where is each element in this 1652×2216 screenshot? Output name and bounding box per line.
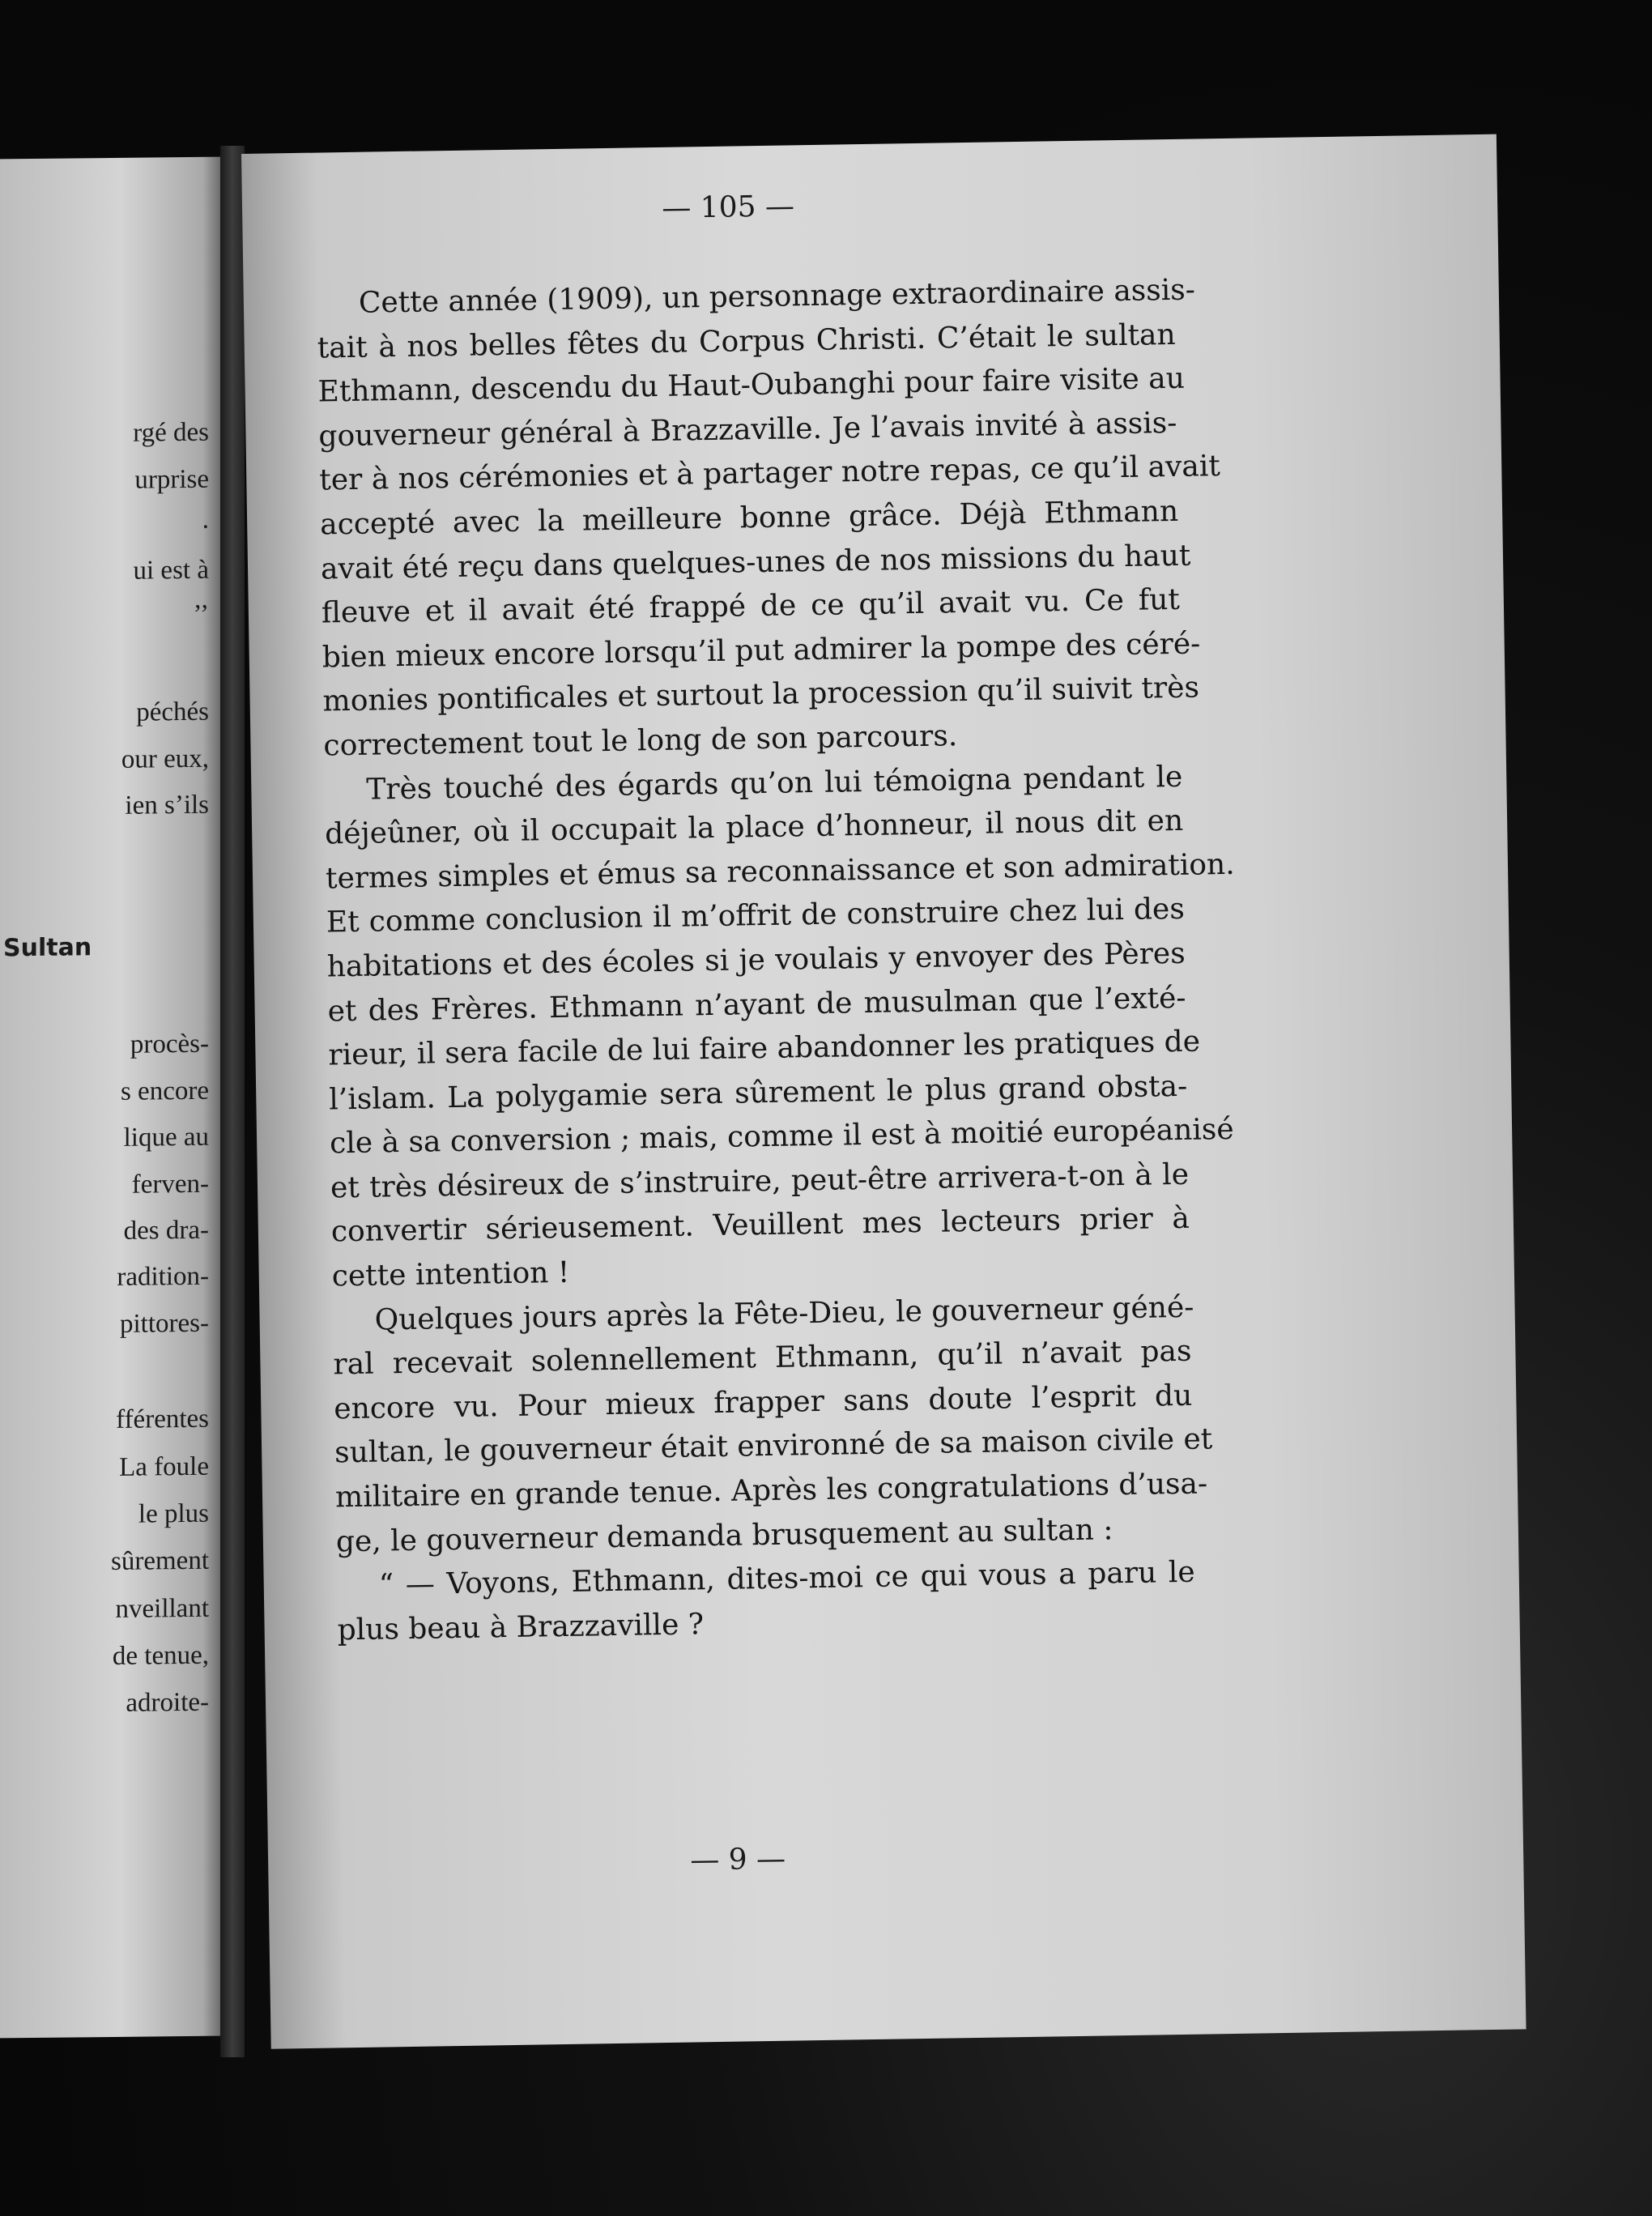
- text-line: avait été reçu dans quelques-unes de nos missions du haut: [320, 539, 1191, 586]
- text-line: l’islam. La polygamie sera sûrement le plus grand obsta-: [329, 1069, 1188, 1117]
- text-line: et des Frères. Ethmann n’ayant de musulman que l’exté-: [327, 981, 1186, 1028]
- text-line: Et comme conclusion il m’offrit de construire chez lui des: [326, 893, 1186, 940]
- left-text-line: our eux,: [121, 744, 209, 774]
- text-line: bien mieux encore lorsqu’il put admirer la pompe des céré-: [321, 627, 1201, 675]
- text-line: ral recevait solennellement Ethmann, qu’il n’avait pas: [333, 1335, 1192, 1382]
- left-heading-fragment: Sultan: [3, 933, 92, 963]
- text-line: déjeûner, où il occupait la place d’honneur, il nous dit en: [324, 803, 1184, 851]
- text-line: encore vu. Pour mieux frapper sans doute l’esprit du: [334, 1379, 1193, 1426]
- text-line: “ — Voyons, Ethmann, dites-moi ce qui vous a paru le: [378, 1555, 1195, 1602]
- left-text-line: le plus: [138, 1498, 209, 1529]
- text-line: Cette année (1909), un personnage extraordinaire assis-: [358, 273, 1196, 320]
- text-line: et très désireux de s’instruire, peut-être arrivera-t-on à le: [330, 1157, 1190, 1205]
- left-text-line: ien s’ils: [125, 790, 209, 820]
- left-text-line: lique au: [123, 1122, 209, 1153]
- book-gutter: [220, 146, 245, 2057]
- left-text-line: procès-: [130, 1029, 209, 1059]
- text-line: plus beau à Brazzaville ?: [337, 1608, 705, 1647]
- text-line: cette intention !: [331, 1255, 570, 1293]
- left-text-line: pittores-: [120, 1308, 209, 1339]
- left-text-line: .: [202, 505, 209, 535]
- text-line: monies pontificales et surtout la procession qu’il suivit très: [322, 671, 1200, 718]
- text-line: termes simples et émus sa reconnaissance et son admiration.: [325, 847, 1235, 896]
- text-line: gouverneur général à Brazzaville. Je l’avais invité à assis-: [318, 406, 1177, 454]
- text-line: Quelques jours après la Fête-Dieu, le gouverneur géné-: [374, 1290, 1194, 1337]
- text-line: tait à nos belles fêtes du Corpus Christi. C’était le sultan: [317, 317, 1176, 365]
- text-line: Ethmann, descendu du Haut-Oubanghi pour faire visite au: [317, 361, 1186, 409]
- text-line: convertir sérieusement. Veuillent mes lecteurs prier à: [330, 1202, 1190, 1249]
- left-text-line: sûrement: [111, 1545, 209, 1576]
- left-text-line: La foule: [119, 1451, 209, 1482]
- text-line: ter à nos cérémonies et à partager notre repas, ce qu’il avait: [319, 450, 1221, 497]
- left-text-line: des dra-: [123, 1215, 209, 1246]
- text-line: sultan, le gouverneur était environné de sa maison civile et: [334, 1422, 1213, 1470]
- left-text-line: nveillant: [115, 1593, 209, 1624]
- left-text-line: s encore: [120, 1076, 209, 1106]
- text-line: Très touché des égards qu’on lui témoigna pendant le: [366, 760, 1183, 807]
- text-line: rieur, il sera facile de lui faire abandonner les pratiques de: [328, 1025, 1201, 1072]
- page-body: [317, 269, 1235, 1653]
- page-number-top: — 105 —: [661, 190, 795, 225]
- right-page: [241, 134, 1526, 2049]
- left-text-line: fférentes: [116, 1404, 209, 1434]
- left-text-line: ui est à: [133, 555, 209, 586]
- left-text-line: ’’: [193, 599, 209, 629]
- left-text-line: urprise: [134, 464, 209, 495]
- text-line: fleuve et il avait été frappé de ce qu’il avait vu. Ce fut: [321, 583, 1181, 630]
- left-text-line: ferven-: [131, 1169, 209, 1200]
- left-text-line: radition-: [117, 1261, 209, 1292]
- page-number-bottom: — 9 —: [689, 1842, 786, 1877]
- text-line: correctement tout le long de son parcours.: [323, 719, 958, 763]
- left-text-line: péchés: [136, 697, 209, 727]
- text-line: accepté avec la meilleure bonne grâce. Déjà Ethmann: [319, 494, 1179, 542]
- text-line: ge, le gouverneur demanda brusquement au sultan :: [335, 1512, 1113, 1558]
- text-line: militaire en grande tenue. Après les congratulations d’usa-: [334, 1467, 1208, 1515]
- left-text-line: adroite-: [126, 1687, 209, 1718]
- left-text-line: de tenue,: [112, 1640, 209, 1671]
- text-line: cle à sa conversion ; mais, comme il est à moitié européanisé: [329, 1113, 1234, 1161]
- left-page-fragment: [0, 157, 220, 2039]
- text-line: habitations et des écoles si je voulais y envoyer des Pères: [326, 936, 1186, 984]
- left-text-line: rgé des: [133, 417, 209, 448]
